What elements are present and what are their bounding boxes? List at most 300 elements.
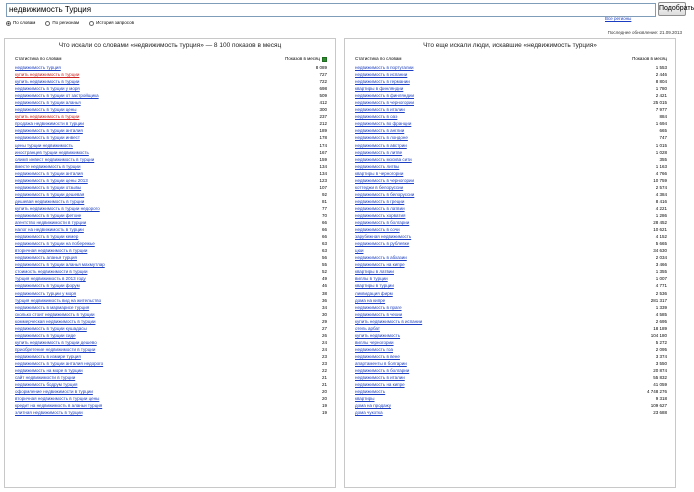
keyword-count: 4 766 [655,170,667,176]
keyword-link[interactable]: купить недвижимость в турции [15,114,80,120]
keyword-link[interactable]: недвижимость в турции кемер [15,234,79,240]
keyword-row [15,120,327,127]
keyword-link[interactable]: недвижимость турция [15,65,61,70]
keyword-link[interactable]: недвижимость в италии [355,107,405,113]
keyword-count: 4 748 276 [646,389,667,395]
keyword-link[interactable]: купить недвижимость в турции [15,79,80,85]
keyword-link[interactable]: недвижимость в турции кушадасы [15,325,87,331]
keyword-link[interactable]: недвижимость в турции от застройщика [15,93,99,99]
keyword-link[interactable]: кредит на недвижимость в аланьи турция [15,403,103,409]
keyword-row [15,219,327,226]
keyword-row [15,191,327,198]
radio-label: По словам [13,20,36,25]
radio-by-words[interactable] [6,19,35,27]
keyword-row [15,127,327,134]
keyword-row [355,275,667,282]
keyword-count: 1 355 [655,269,667,275]
keyword-row [355,156,667,163]
keyword-row [15,388,327,395]
keyword-count: 3 550 [655,360,667,366]
keyword-row [15,282,327,289]
keyword-count: 55 832 [653,375,667,381]
keyword-link[interactable]: иностранцев турции недвижимость [15,149,89,155]
keyword-count: 19 [321,403,327,409]
keyword-link[interactable]: налог на недвижимость в турции [15,227,84,233]
keyword-link[interactable]: купить недвижимость в турции дешево [15,339,97,345]
keyword-count: 5 272 [655,339,667,345]
keyword-count: 2 536 [655,290,667,296]
keyword-count: 189 [319,128,327,134]
keyword-row [355,177,667,184]
keyword-row [15,402,327,409]
keyword-count: 300 [319,107,327,113]
keyword-count: 2 574 [655,184,667,190]
keyword-link[interactable]: недвижимость в турции цены 2013 [15,177,88,183]
keyword-link[interactable]: недвижимость в литве [355,149,403,155]
keyword-link[interactable]: недвижимость в болгарии [355,368,410,374]
keyword-row [355,71,667,78]
keyword-row [15,409,327,416]
keyword-row [15,261,327,268]
keyword-link[interactable]: приобретение недвижимости в турции [15,346,96,352]
search-mode-radios [6,19,134,27]
keyword-count: 63 [321,241,327,247]
keyword-link[interactable]: цюи [355,248,364,254]
keyword-row [355,339,667,346]
radio-history[interactable] [89,19,134,27]
keyword-link[interactable]: квартиры в финляндии [355,86,404,92]
keyword-link[interactable]: недвижимость в турции отзывы [15,184,82,190]
keyword-row [15,325,327,332]
keyword-link[interactable]: недвижимость в португалии [355,65,414,70]
keyword-row [15,353,327,360]
keyword-count: 134 [319,170,327,176]
keyword-link[interactable]: недвижимость в вене [355,353,400,359]
keyword-link[interactable]: недвижимость в турции аланья [15,100,81,106]
keyword-link[interactable]: ликвидация фирм [355,290,393,296]
keyword-count: 3 466 [655,262,667,268]
keyword-link[interactable]: сайт недвижимости в турции [15,375,76,381]
keyword-row [355,212,667,219]
keyword-row [355,268,667,275]
keyword-link[interactable]: недвижимость на кипре [355,382,405,388]
keyword-count: 134 [319,163,327,169]
keyword-count: 2 446 [655,72,667,78]
keyword-row [15,149,327,156]
keyword-row [355,120,667,127]
keyword-link[interactable]: недвижимость в турции анталия недорого [15,360,104,366]
keyword-count: 3 374 [655,353,667,359]
keyword-link[interactable]: недвижимость в турции сиде [15,332,76,338]
keyword-row [15,64,327,71]
keyword-link[interactable]: недвижимость в турции инвест [15,135,80,141]
keyword-link[interactable]: отель арбат [355,325,380,331]
keyword-count: 92 [321,191,327,197]
keyword-row [15,113,327,120]
keyword-link[interactable]: вместе недвижимость в турции [15,163,81,169]
keyword-count: 23 [321,353,327,359]
search-bar [0,0,694,38]
keyword-link[interactable]: зарубежная недвижимость [355,234,412,240]
keyword-count: 46 [321,283,327,289]
keyword-row [15,240,327,247]
keyword-count: 7 977 [655,107,667,113]
keyword-row [355,134,667,141]
keyword-link[interactable]: недвижимость бодрум турция [15,382,78,388]
keyword-link[interactable]: недвижимость [355,389,386,395]
keyword-link[interactable]: недвижимость в турции анталия [15,170,83,176]
keyword-count: 41 059 [653,382,667,388]
keyword-link[interactable]: недвижимость москва сити [355,156,412,162]
keyword-link[interactable]: коттеджи в белоруссии [355,184,404,190]
keyword-link[interactable]: недвижимость в белоруссии [355,191,415,197]
keyword-link[interactable]: недвижимость аланья турция [15,255,77,261]
radio-label: История запросов [96,20,134,25]
keyword-link[interactable]: недвижимость в турции у моря [15,86,80,92]
keyword-row [15,304,327,311]
keyword-link[interactable]: недвижимость во франции [355,121,412,127]
keyword-link[interactable]: дома чукотка [355,410,383,416]
keyword-count: 25 015 [653,100,667,106]
keyword-count: 1 553 [655,65,667,70]
keyword-link[interactable]: вторичная недвижимость в турции цены [15,396,100,402]
keyword-count: 52 [321,269,327,275]
excel-export-icon[interactable] [322,57,327,62]
keyword-count: 8 804 [655,79,667,85]
keyword-count: 4 585 [655,311,667,317]
keyword-row [355,254,667,261]
keyword-row [355,381,667,388]
keyword-link[interactable]: дома на продажу [355,403,391,409]
keyword-row [15,226,327,233]
keyword-row [355,127,667,134]
keyword-row [15,346,327,353]
keyword-row [15,381,327,388]
keyword-row [355,219,667,226]
keyword-row [355,367,667,374]
keyword-link[interactable]: недвижимость в турции цены [15,107,77,113]
keyword-row [355,205,667,212]
keyword-row [355,240,667,247]
keyword-link[interactable]: квартиры в латвии [355,269,394,275]
keyword-row [355,332,667,339]
keyword-link[interactable]: дешевая недвижимость в турции [15,198,85,204]
keyword-link[interactable]: квартиры [355,396,375,402]
keyword-count: 167 [319,149,327,155]
keyword-count: 34 [321,304,327,310]
keyword-row [355,402,667,409]
keyword-link[interactable]: коммерческая недвижимость в турции [15,318,96,324]
keyword-row [15,332,327,339]
left-keyword-list [15,64,327,416]
keyword-row [15,247,327,254]
keyword-row [355,170,667,177]
keyword-count: 1 015 [655,142,667,148]
search-button[interactable]: Подобрать [658,2,686,16]
keyword-row [15,297,327,304]
radio-by-regions[interactable] [45,19,79,27]
keyword-link[interactable]: недвижимость на море в турции [15,368,83,374]
keyword-link[interactable]: цены турции недвижимость [15,142,73,148]
keyword-count: 665 [659,128,667,134]
keyword-link[interactable]: недвижимость на кипре [355,262,405,268]
keyword-row [355,113,667,120]
keyword-row [355,409,667,416]
keyword-row [15,198,327,205]
keyword-row [15,360,327,367]
keyword-link[interactable]: дома на кипре [355,297,386,303]
keyword-count: 159 [319,156,327,162]
keyword-link[interactable]: недвижимость в италии [355,375,405,381]
keyword-link[interactable]: недвижимость в финляндии [355,93,414,99]
keyword-link[interactable]: недвижимость гоа [355,346,393,352]
keyword-link[interactable]: недвижимость в турции на побережье [15,241,95,247]
radio-dot-icon [89,21,94,26]
keyword-row [355,290,667,297]
keyword-link[interactable]: недвижимость в германии [355,79,410,85]
keyword-link[interactable]: сколько стоит недвижимость в турции [15,311,95,317]
keyword-link[interactable]: вторичная недвижимость в турции [15,248,88,254]
keyword-count: 30 [321,311,327,317]
keyword-row [355,297,667,304]
keyword-count: 38 [321,290,327,296]
keyword-row [15,99,327,106]
keyword-row [355,261,667,268]
keyword-row [355,198,667,205]
keyword-row [355,92,667,99]
keyword-count: 49 [321,276,327,282]
right-keyword-list [355,64,667,416]
keyword-count: 1 780 [655,86,667,92]
keyword-row [15,170,327,177]
keyword-link[interactable]: недвижимость в греции [355,198,405,204]
keyword-link[interactable]: недвижимость в праге [355,304,402,310]
keyword-row [15,184,327,191]
keyword-count: 22 [321,368,327,374]
keyword-count: 174 [319,142,327,148]
keyword-row [15,177,327,184]
keyword-row [355,85,667,92]
keyword-row [355,318,667,325]
keyword-link[interactable]: апартаменты в болгарии [355,360,407,366]
keyword-row [15,156,327,163]
right-panel [344,38,676,488]
keyword-link[interactable]: недвижимость в турции фетхие [15,212,82,218]
keyword-count: 747 [659,135,667,141]
search-input[interactable]: недвижимость Турция [6,3,656,17]
keyword-count: 2 695 [655,318,667,324]
keyword-row [15,212,327,219]
keyword-link[interactable]: квартиры в черногории [355,170,404,176]
radio-dot-icon [6,21,11,26]
keyword-link[interactable]: турция недвижимость в 2013 году [15,276,86,282]
keyword-row [15,254,327,261]
keyword-row [355,360,667,367]
keyword-link[interactable]: недвижимость в сочи [355,227,400,233]
keyword-count: 26 [321,332,327,338]
keyword-count: 21 [321,375,327,381]
keyword-row [15,163,327,170]
keyword-count: 10 621 [653,227,667,233]
column-header-count [632,55,667,63]
keyword-count: 55 [321,262,327,268]
keyword-count: 56 [321,255,327,261]
keyword-row [355,163,667,170]
keyword-row [15,339,327,346]
keyword-link[interactable]: недвижимость в болгарии [355,220,410,226]
keyword-link[interactable]: недвижимость в оаэ [355,114,398,120]
keyword-link[interactable]: недвижимость в турции форум [15,283,80,289]
keyword-link[interactable]: недвижимость в чехии [355,311,403,317]
keyword-row [15,78,327,85]
keyword-count: 1 007 [655,276,667,282]
keyword-link[interactable]: недвижимость в лондоне [355,135,408,141]
keyword-count: 1 163 [655,163,667,169]
keyword-link[interactable]: недвижимость в черногории [355,177,414,183]
keyword-link[interactable]: олимп инвест недвижимость в турции [15,156,95,162]
keyword-link[interactable]: оформление недвижимости в турции [15,389,93,395]
column-header-phrase: Статистика по словам [15,56,62,61]
radio-label: По регионам [52,20,80,25]
keyword-link[interactable]: турция недвижимость вид на жительство [15,297,102,303]
keyword-link[interactable]: продажа недвижимости в турции [15,121,84,127]
keyword-link[interactable]: виллы черногории [355,339,394,345]
column-header-count-label: Показов в месяц [285,56,320,61]
last-updated: Последнее обновление: 21.09.2013 [607,30,682,35]
column-header-phrase: Статистика по словам [355,56,402,61]
keyword-row [355,226,667,233]
keyword-link[interactable]: квартиры в турции [355,283,394,289]
keyword-row [15,85,327,92]
keyword-count: 8 416 [655,198,667,204]
keyword-row [355,142,667,149]
keyword-link[interactable]: недвижимость хорватия [355,212,406,218]
all-regions-link[interactable]: Все регионы [605,16,632,21]
keyword-link[interactable]: недвижимость в турции аланья махмутлар [15,262,105,268]
keyword-count: 8 089 [315,65,327,70]
keyword-count: 63 [321,248,327,254]
keyword-link[interactable]: стоимость недвижимости в турции [15,269,88,275]
keyword-row [355,233,667,240]
keyword-count: 2 095 [655,346,667,352]
keyword-count: 34 630 [653,248,667,254]
keyword-link[interactable]: купить недвижимость [355,332,401,338]
keyword-count: 212 [319,121,327,127]
keyword-link[interactable]: недвижимость в мармарисе турция [15,304,90,310]
keyword-count: 27 [321,325,327,331]
keyword-count: 24 [321,339,327,345]
keyword-count: 727 [319,72,327,78]
keyword-row [355,353,667,360]
keyword-row [355,64,667,71]
keyword-count: 21 [321,382,327,388]
keyword-link[interactable]: агентство недвижимости в турции [15,220,87,226]
keyword-row [15,205,327,212]
keyword-row [355,346,667,353]
keyword-count: 19 [321,410,327,416]
keyword-link[interactable]: купить недвижимость в турции [15,72,80,78]
keyword-link[interactable]: недвижимость в абхазии [355,255,407,261]
keyword-count: 1 028 [655,149,667,155]
keyword-count: 29 [321,318,327,324]
keyword-row [355,374,667,381]
keyword-row [15,134,327,141]
keyword-link[interactable]: недвижимость в турции анталия [15,128,83,134]
keyword-count: 104 180 [650,332,667,338]
keyword-link[interactable]: купить недвижимость в испании [355,318,423,324]
keyword-row [355,282,667,289]
keyword-link[interactable]: элитная недвижимость в турции [15,410,83,416]
keyword-count: 18 189 [653,325,667,331]
keyword-count: 1 694 [655,121,667,127]
keyword-link[interactable]: недвижимость в черногории [355,100,414,106]
keyword-row [355,184,667,191]
left-panel-title: Что искали со словами «недвижимость турция» — 8 100 показов в месяц [58,42,282,49]
keyword-row [15,233,327,240]
keyword-link[interactable]: недвижимость в испании [355,72,408,78]
keyword-count: 10 759 [653,177,667,183]
keyword-count: 4 152 [655,234,667,240]
keyword-row [15,367,327,374]
keyword-row [15,318,327,325]
column-header-count-label: Показов в месяц [632,56,667,61]
keyword-count: 20 [321,396,327,402]
keyword-link[interactable]: недвижимость литвы [355,163,400,169]
keyword-row [355,78,667,85]
keyword-count: 281 317 [650,297,667,303]
keyword-count: 1 339 [655,304,667,310]
keyword-count: 2 034 [655,255,667,261]
keyword-link[interactable]: купить недвижимость в турции недорого [15,205,100,211]
keyword-row [355,106,667,113]
left-panel [4,38,336,488]
keyword-count: 66 [321,220,327,226]
keyword-row [355,304,667,311]
keyword-row [355,191,667,198]
keyword-count: 23 688 [653,410,667,416]
keyword-link[interactable]: недвижимость в рублевке [355,241,410,247]
keyword-count: 66 [321,234,327,240]
keyword-count: 36 [321,297,327,303]
keyword-count: 77 [321,205,327,211]
radio-dot-icon [45,21,50,26]
keyword-link[interactable]: недвижимость в турции дешевая [15,191,85,197]
keyword-row [15,275,327,282]
keyword-link[interactable]: виллы в турции [355,276,388,282]
keyword-count: 4 384 [655,191,667,197]
right-panel-title: Что еще искали люди, искавшие «недвижимость турция» [423,42,597,49]
keyword-count: 5 665 [655,241,667,247]
keyword-row [355,325,667,332]
keyword-link[interactable]: недвижимость турции у моря [15,290,77,296]
keyword-count: 509 [319,93,327,99]
keyword-count: 4 771 [655,283,667,289]
keyword-row [15,268,327,275]
keyword-link[interactable]: недвижимость в латвии [355,205,405,211]
keyword-count: 2 421 [655,93,667,99]
keyword-count: 107 [319,184,327,190]
keyword-count: 109 627 [650,403,667,409]
keyword-row [15,395,327,402]
keyword-link[interactable]: недвижимость в австрии [355,142,407,148]
keyword-link[interactable]: недвижимость в измире турция [15,353,81,359]
keyword-count: 1 286 [655,212,667,218]
keyword-row [15,374,327,381]
keyword-link[interactable]: недвижимость в англии [355,128,405,134]
keyword-row [15,311,327,318]
keyword-count: 81 [321,198,327,204]
keyword-row [355,99,667,106]
